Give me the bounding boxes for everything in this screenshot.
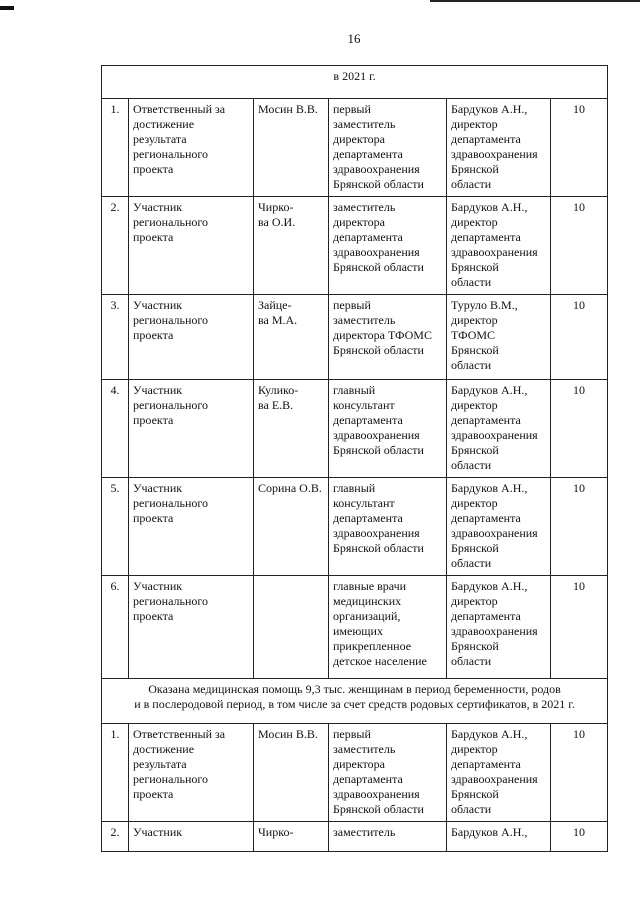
cell-line: Бардуков А.Н.,	[451, 481, 528, 495]
table-cell-score: 10	[551, 99, 608, 197]
cell-line: Брянской	[451, 443, 499, 457]
table-cell-name	[254, 380, 329, 478]
table-cell-name	[254, 576, 329, 679]
cell-line: проекта	[133, 511, 174, 525]
section-heading-line: в 2021 г.	[333, 69, 376, 83]
cell-line: директора	[333, 132, 385, 146]
table-row	[102, 295, 608, 380]
cell-line: директора ТФОМС	[333, 328, 432, 342]
cell-line: департамента	[451, 413, 521, 427]
table-cell-number: 3.	[102, 295, 129, 380]
table-row	[102, 99, 608, 197]
cell-line: проекта	[133, 787, 174, 801]
cell-line: здравоохранения	[451, 147, 538, 161]
cell-line: департамента	[333, 413, 403, 427]
cell-line: консультант	[333, 496, 395, 510]
cell-line: Брянской области	[333, 443, 424, 457]
section-heading	[102, 679, 608, 724]
cell-line: Ответственный за	[133, 102, 226, 116]
cell-line: Бардуков А.Н.,	[451, 383, 528, 397]
table-row	[102, 197, 608, 295]
cell-line: ва М.А.	[258, 313, 298, 327]
cell-line: Участник	[133, 825, 183, 839]
cell-line: первый	[333, 102, 371, 116]
cell-line: заместитель	[333, 313, 396, 327]
cell-line: Бардуков А.Н.,	[451, 200, 528, 214]
table-cell-position	[329, 724, 447, 822]
table-cell-supervisor	[447, 295, 551, 380]
cell-line: здравоохранения	[333, 162, 420, 176]
cell-line: области	[451, 177, 492, 191]
responsibility-table	[101, 65, 608, 852]
cell-line: первый	[333, 298, 371, 312]
cell-line: достижение	[133, 117, 195, 131]
cell-line: области	[451, 358, 492, 372]
table-cell-role	[129, 822, 254, 852]
cell-line: Бардуков А.Н.,	[451, 102, 528, 116]
table-cell-position	[329, 99, 447, 197]
cell-line: заместитель	[333, 742, 396, 756]
table-cell-score: 10	[551, 724, 608, 822]
cell-line: главный	[333, 481, 376, 495]
cell-line: организаций,	[333, 609, 401, 623]
cell-line: директор	[451, 496, 498, 510]
cell-line: первый	[333, 727, 371, 741]
table-cell-supervisor	[447, 724, 551, 822]
cell-line: заместитель	[333, 117, 396, 131]
cell-line: Ответственный за	[133, 727, 226, 741]
table-cell-score: 10	[551, 822, 608, 852]
cell-line: Брянской	[451, 639, 499, 653]
cell-line: Брянской области	[333, 260, 424, 274]
cell-line: департамента	[333, 511, 403, 525]
cell-line: проекта	[133, 230, 174, 244]
cell-line: ва О.И.	[258, 215, 296, 229]
cell-line: регионального	[133, 313, 209, 327]
cell-line: области	[451, 654, 492, 668]
cell-line: департамента	[333, 772, 403, 786]
table-row	[102, 822, 608, 852]
section-heading	[102, 66, 608, 99]
table-cell-position	[329, 478, 447, 576]
cell-line: департамента	[451, 511, 521, 525]
cell-line: здравоохранения	[451, 772, 538, 786]
table-cell-number: 5.	[102, 478, 129, 576]
cell-line: директор	[451, 398, 498, 412]
cell-line: консультант	[333, 398, 395, 412]
scan-edge-line	[430, 0, 640, 2]
table-cell-name	[254, 295, 329, 380]
cell-line: области	[451, 802, 492, 816]
page-number: 16	[347, 31, 361, 46]
table-cell-supervisor	[447, 478, 551, 576]
table-cell-supervisor	[447, 822, 551, 852]
table-cell-position	[329, 576, 447, 679]
cell-line: Брянской	[451, 541, 499, 555]
cell-line: Зайце-	[258, 298, 292, 312]
cell-line: департамента	[451, 132, 521, 146]
cell-line: здравоохранения	[451, 526, 538, 540]
cell-line: результата	[133, 757, 187, 771]
cell-line: Мосин В.В.	[258, 102, 318, 116]
section-heading-row	[102, 66, 608, 99]
cell-line: здравоохранения	[451, 245, 538, 259]
cell-line: Мосин В.В.	[258, 727, 318, 741]
table-cell-number: 6.	[102, 576, 129, 679]
table-cell-name	[254, 197, 329, 295]
cell-line: департамента	[333, 230, 403, 244]
cell-line: проекта	[133, 328, 174, 342]
cell-line: регионального	[133, 594, 209, 608]
cell-line: ва Е.В.	[258, 398, 294, 412]
cell-line: результата	[133, 132, 187, 146]
cell-line: достижение	[133, 742, 195, 756]
cell-line: Участник	[133, 200, 183, 214]
cell-line: здравоохранения	[333, 787, 420, 801]
cell-line: Бардуков А.Н.,	[451, 727, 528, 741]
cell-line: Брянской	[451, 162, 499, 176]
cell-line: департамента	[451, 757, 521, 771]
table-cell-score: 10	[551, 295, 608, 380]
cell-line: директор	[451, 117, 498, 131]
table-cell-number: 2.	[102, 822, 129, 852]
cell-line: ТФОМС	[451, 328, 496, 342]
cell-line: проекта	[133, 162, 174, 176]
table-cell-role	[129, 724, 254, 822]
table-cell-number: 1.	[102, 724, 129, 822]
table-cell-score: 10	[551, 380, 608, 478]
table-cell-name	[254, 724, 329, 822]
cell-line: главные врачи	[333, 579, 407, 593]
table-cell-name	[254, 99, 329, 197]
cell-line: заместитель	[333, 825, 396, 839]
cell-line: регионального	[133, 772, 209, 786]
cell-line: регионального	[133, 398, 209, 412]
table-cell-number: 4.	[102, 380, 129, 478]
cell-line: директор	[451, 313, 498, 327]
table-cell-role	[129, 197, 254, 295]
cell-line: имеющих	[333, 624, 383, 638]
cell-line: Участник	[133, 481, 183, 495]
scan-mark	[0, 6, 14, 10]
cell-line: Брянской области	[333, 343, 424, 357]
cell-line: проекта	[133, 609, 174, 623]
table-cell-number: 1.	[102, 99, 129, 197]
cell-line: области	[451, 275, 492, 289]
cell-line: Брянской области	[333, 541, 424, 555]
cell-line: директор	[451, 215, 498, 229]
cell-line: здравоохранения	[451, 624, 538, 638]
table-cell-supervisor	[447, 197, 551, 295]
cell-line: регионального	[133, 215, 209, 229]
table-cell-score: 10	[551, 478, 608, 576]
table-cell-score: 10	[551, 576, 608, 679]
cell-line: здравоохранения	[333, 428, 420, 442]
table-cell-name	[254, 822, 329, 852]
cell-line: департамента	[451, 609, 521, 623]
cell-line: области	[451, 556, 492, 570]
table-cell-supervisor	[447, 380, 551, 478]
cell-line: Туруло В.М.,	[451, 298, 518, 312]
table-cell-role	[129, 380, 254, 478]
cell-line: департамента	[451, 230, 521, 244]
cell-line: Участник	[133, 579, 183, 593]
cell-line: Участник	[133, 383, 183, 397]
table-cell-position	[329, 295, 447, 380]
cell-line: заместитель	[333, 200, 396, 214]
section-heading-line: Оказана медицинская помощь 9,3 тыс. женщинам в период беременности, родов	[148, 682, 561, 696]
table-row	[102, 380, 608, 478]
cell-line: детское население	[333, 654, 427, 668]
cell-line: Брянской области	[333, 802, 424, 816]
cell-line: департамента	[333, 147, 403, 161]
table-cell-role	[129, 478, 254, 576]
table-cell-position	[329, 197, 447, 295]
section-heading-row	[102, 679, 608, 724]
table-cell-supervisor	[447, 576, 551, 679]
cell-line: здравоохранения	[451, 428, 538, 442]
table-cell-position	[329, 822, 447, 852]
cell-line: Брянской	[451, 343, 499, 357]
table-cell-supervisor	[447, 99, 551, 197]
cell-line: директора	[333, 215, 385, 229]
cell-line: директор	[451, 742, 498, 756]
table-cell-score: 10	[551, 197, 608, 295]
cell-line: Чирко-	[258, 825, 294, 839]
cell-line: директора	[333, 757, 385, 771]
cell-line: Бардуков А.Н.,	[451, 579, 528, 593]
table-cell-name	[254, 478, 329, 576]
cell-line: прикрепленное	[333, 639, 412, 653]
cell-line: здравоохранения	[333, 245, 420, 259]
cell-line: Чирко-	[258, 200, 294, 214]
cell-line: медицинских	[333, 594, 402, 608]
cell-line: Сорина О.В.	[258, 481, 322, 495]
cell-line: Бардуков А.Н.,	[451, 825, 528, 839]
table-cell-number: 2.	[102, 197, 129, 295]
table-row	[102, 478, 608, 576]
cell-line: здравоохранения	[333, 526, 420, 540]
cell-line: Брянской области	[333, 177, 424, 191]
cell-line: Брянской	[451, 787, 499, 801]
table-cell-role	[129, 99, 254, 197]
table-row	[102, 576, 608, 679]
table-cell-position	[329, 380, 447, 478]
cell-line: области	[451, 458, 492, 472]
cell-line: Брянской	[451, 260, 499, 274]
cell-line: регионального	[133, 147, 209, 161]
cell-line: директор	[451, 594, 498, 608]
cell-line: регионального	[133, 496, 209, 510]
cell-line: Участник	[133, 298, 183, 312]
table-cell-role	[129, 576, 254, 679]
cell-line: главный	[333, 383, 376, 397]
cell-line: Кулико-	[258, 383, 299, 397]
cell-line: проекта	[133, 413, 174, 427]
section-heading-line: и в послеродовой период, в том числе за счет средств родовых сертификатов, в 2021 г.	[134, 697, 575, 711]
table-cell-role	[129, 295, 254, 380]
table-row	[102, 724, 608, 822]
